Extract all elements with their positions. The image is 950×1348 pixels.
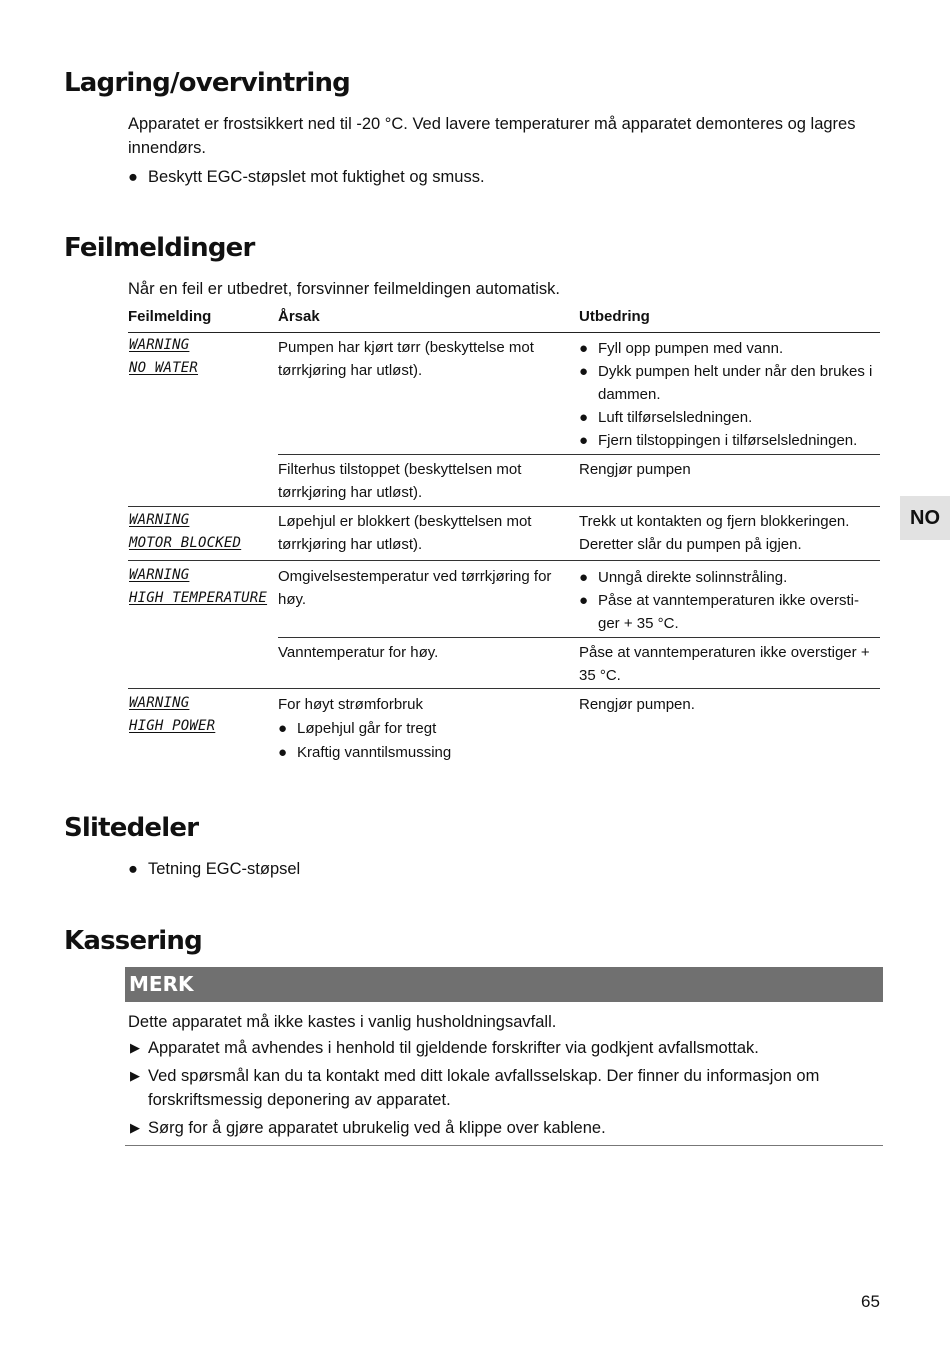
table-header — [128, 308, 880, 333]
arrow-right-icon: ▶ — [130, 1120, 140, 1135]
remedy-cell: Rengjør pumpen. — [579, 696, 695, 713]
storage-paragraph: Apparatet er frostsikkert ned til -20 °C. Ved lavere temperaturer må apparatet demonteres og lagres innendørs. — [128, 115, 856, 157]
disposal-step — [128, 1116, 873, 1140]
cause-bullet — [278, 717, 568, 740]
remedy-cell: Påse at vanntemperaturen ikke overstiger + 35 °C. — [579, 644, 870, 684]
storage-heading: Lagring/overvintring — [64, 68, 350, 98]
arrow-right-icon: ▶ — [130, 1068, 140, 1083]
cause-cell: Løpehjul er blokkert (beskyttelsen mot tørrkjøring har utløst). — [278, 513, 532, 553]
row-divider — [278, 454, 880, 455]
remedy-bullet — [579, 566, 879, 589]
column-header-remedy: Utbedring — [579, 308, 650, 325]
disposal-step-text: Ved spørsmål kan du ta kontakt med ditt lokale avfallsselskap. Der finner du informasjon om forskriftsmessig deponering av apparatet. — [148, 1067, 820, 1109]
bullet-icon: ● — [579, 363, 589, 380]
bullet-icon: ● — [579, 340, 589, 357]
cause-bullet — [278, 741, 568, 764]
wear-heading: Slitedeler — [64, 813, 199, 843]
row-divider — [128, 560, 880, 561]
disposal-step — [128, 1036, 873, 1060]
cause-bullet-text: Kraftig vanntilsmussing — [297, 744, 452, 761]
section-divider — [125, 1145, 883, 1146]
bullet-icon: ● — [128, 860, 138, 878]
errors-heading: Feilmeldinger — [64, 233, 255, 263]
error-code-line2: HIGH POWER — [129, 718, 216, 734]
errors-intro: Når en feil er utbedret, forsvinner feilmeldingen automatisk. — [128, 280, 560, 298]
remedy-bullet-text: Dykk pumpen helt under når den brukes i dammen. — [598, 363, 873, 403]
remedy-cell: Rengjør pumpen — [579, 461, 691, 478]
row-divider — [278, 637, 880, 638]
storage-bullet — [128, 165, 868, 189]
storage-bullet-text: Beskytt EGC-støpslet mot fuktighet og smuss. — [148, 168, 485, 186]
remedy-bullet — [579, 406, 879, 429]
bullet-icon: ● — [278, 720, 288, 737]
disposal-step-text: Apparatet må avhendes i henhold til gjeldende forskrifter via godkjent avfallsmottak. — [148, 1039, 759, 1057]
cause-cell: Vanntemperatur for høy. — [278, 644, 439, 661]
row-divider — [128, 688, 880, 689]
wear-bullet-text: Tetning EGC-støpsel — [148, 860, 301, 878]
bullet-icon: ● — [128, 168, 138, 186]
error-code-line2: HIGH TEMPERATURE — [129, 590, 268, 606]
bullet-icon: ● — [579, 569, 589, 586]
remedy-bullet-text: Fyll opp pumpen med vann. — [598, 340, 784, 357]
remedy-bullet — [579, 360, 879, 406]
remedy-bullet — [579, 337, 879, 360]
column-header-cause: Årsak — [278, 308, 320, 325]
bullet-icon: ● — [579, 432, 589, 449]
remedy-cell: Trekk ut kontakten og fjern blokkeringen. Deretter slår du pumpen på igjen. — [579, 513, 850, 553]
language-tab: NO — [900, 496, 950, 540]
wear-bullet — [128, 857, 868, 881]
cause-cell: Pumpen har kjørt tørr (beskyttelse mot tørrkjøring har utløst). — [278, 339, 534, 379]
error-code-line2: NO WATER — [129, 360, 199, 376]
remedy-bullet-text: Unngå direkte solinnstråling. — [598, 569, 788, 586]
disposal-step — [128, 1064, 873, 1112]
disposal-heading: Kassering — [64, 926, 202, 956]
page-number: 65 — [861, 1292, 880, 1311]
disposal-paragraph: Dette apparatet må ikke kastes i vanlig husholdningsavfall. — [128, 1013, 557, 1031]
bullet-icon: ● — [579, 409, 589, 426]
bullet-icon: ● — [278, 744, 288, 761]
note-banner: MERK — [125, 967, 883, 1002]
error-code-line1: WARNING — [129, 512, 190, 528]
remedy-bullet — [579, 589, 879, 635]
remedy-bullet-text: Fjern tilstoppingen i tilførselsledningen. — [598, 432, 858, 449]
remedy-bullet-text: Påse at vanntemperaturen ikke oversti-ger + 35 °C. — [598, 592, 859, 632]
column-header-message: Feilmelding — [128, 308, 212, 325]
arrow-right-icon: ▶ — [130, 1040, 140, 1055]
remedy-bullet — [579, 429, 879, 452]
error-code-line1: WARNING — [129, 695, 190, 711]
cause-cell: For høyt strømforbruk — [278, 696, 424, 713]
error-code-line2: MOTOR BLOCKED — [129, 535, 242, 551]
row-divider — [128, 506, 880, 507]
cause-cell: Omgivelsestemperatur ved tørrkjøring for høy. — [278, 568, 552, 608]
bullet-icon: ● — [579, 592, 589, 609]
disposal-step-text: Sørg for å gjøre apparatet ubrukelig ved å klippe over kablene. — [148, 1119, 606, 1137]
error-code-line1: WARNING — [129, 337, 190, 353]
error-code-line1: WARNING — [129, 567, 190, 583]
cause-bullet-text: Løpehjul går for tregt — [297, 720, 437, 737]
cause-cell: Filterhus tilstoppet (beskyttelsen mot tørrkjøring har utløst). — [278, 461, 522, 501]
remedy-bullet-text: Luft tilførselsledningen. — [598, 409, 753, 426]
